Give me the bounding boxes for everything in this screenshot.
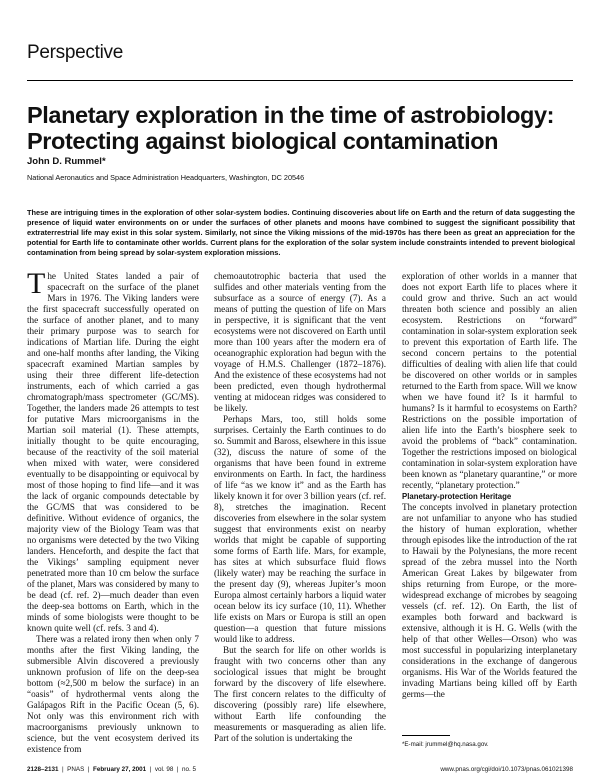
footer-journal: PNAS bbox=[67, 766, 85, 773]
header-rule bbox=[27, 80, 573, 81]
body-paragraph: The concepts involved in planetary protection are not unfamiliar to anyone who has studied the history of human exploration, whether through episodes like the introduction of the rat to Hawaii by the Polynesians, the more recent spread of the zebra mussel into the North American Great Lakes by bilgewater from ships returning from Europe, or the more-widespread exchange of microbes by seagoing vessels (cf. ref. 12). On Earth, the list of examples both forward and backward is extensive, although it is H. G. Wells (with the help of that other Welles—Orson) who was most successful in popularizing interplanetary considerations in the exchange of dangerous organisms. His War of the Worlds featured the invading Martians being killed off by Earth germs—the bbox=[402, 502, 577, 699]
author-name: John D. Rummel* bbox=[27, 156, 106, 167]
section-heading: Planetary-protection Heritage bbox=[402, 492, 512, 501]
page-footer-left: 2128–2131 | PNAS | February 27, 2001 | vol. 98 | no. 5 bbox=[27, 766, 197, 773]
article-title bbox=[27, 102, 577, 154]
abstract: These are intriguing times in the exploration of other solar-system bodies. Continuing discoveries about life on Earth and the return of data suggesting the presence of liquid water environments on or under the surfaces of other planets and moons have combined to suggest the significant possibility that extraterrestrial life may exist in this solar system. Similarly, not since the Viking missions of the mid-1970s has there been as great an appreciation for the potential for Earth life to contaminate other worlds. Current plans for the exploration of the solar system include constraints intended to prevent biological contamination from being spread by solar-system exploration missions. bbox=[27, 208, 575, 258]
footer-issue: no. 5 bbox=[182, 766, 197, 773]
body-paragraph: exploration of other worlds in a manner that does not export Earth life to places where it could grow and thrive. Such an act would threaten both science and possibly an alien ecosystem. Restrictions on “forward” contamination in solar-system exploration seek to prevent this exportation of Earth life. The second concern pertains to the potential difficulties of dealing with alien life that could be discovered on other worlds or in samples returned to the Earth from space. Will we know when we have found it? Is it harmful to humans? Is it harmful to ecosystems on Earth? Restrictions on the possible importation of alien life into the Earth’s biosphere seek to avoid the problems of “back” contamination. Together the restrictions imposed on biological contamination in solar-system exploration have been known as “planetary quarantine,” or more recently, “planetary protection.” bbox=[402, 271, 577, 490]
body-column-1 bbox=[27, 267, 199, 754]
footnote-email: *E-mail: jrummel@hq.nasa.gov. bbox=[402, 741, 489, 748]
footer-date: February 27, 2001 bbox=[92, 766, 147, 773]
footer-volume: vol. 98 bbox=[154, 766, 174, 773]
section-label: Perspective bbox=[27, 42, 123, 63]
body-column-3 bbox=[402, 271, 577, 739]
body-paragraph: chemoautotrophic bacteria that used the sulfides and other materials venting from the subsurface as a source of energy (7). As a means of putting the question of life on Mars in perspective, it is significant that the vent ecosystems were not discovered on Earth until more than 100 years after the modern era of oceanographic exploration had begun with the voyage of H.M.S. Challenger (1872–1876). And the existence of these ecosystems had not been predicted, even though hydrothermal venting at midocean ridges was considered to be likely. bbox=[214, 271, 386, 413]
body-paragraph: Perhaps Mars, too, still holds some surprises. Certainly the Earth continues to do so. Summit and Baross, elsewhere in this issue (32), discuss the nature of some of the organisms that have been found in extreme environments on Earth. In fact, the hardiness of life “as we know it” and as the Earth has likely known it for over 3 billion years (cf. ref. 8), stretches the imagination. Recent discoveries from elsewhere in the solar system suggest that environments exist on nearby worlds that might be capable of supporting some forms of Earth life. Mars, for example, has sites at which subsurface fluid flows (likely water) may be reaching the surface in the present day (9), whereas Jupiter’s moon Europa almost certainly harbors a liquid water ocean below its icy surface (10, 11). Whether life exists on Mars or Europa is still an open question—a question that future missions would like to address. bbox=[214, 414, 386, 644]
body-column-2 bbox=[214, 271, 386, 743]
footer-doi-link[interactable]: www.pnas.org/cgi/doi/10.1073/pnas.061021398 bbox=[440, 766, 573, 773]
footnote-rule bbox=[402, 735, 450, 736]
title-line-2: Protecting against biological contamination bbox=[27, 128, 499, 154]
author-affiliation: National Aeronautics and Space Administration Headquarters, Washington, DC 20546 bbox=[27, 173, 305, 182]
drop-cap: T bbox=[27, 267, 46, 300]
body-paragraph: There was a related irony then when only 7 months after the first Viking landing, the submersible Alvin discovered a previously unknown profusion of life on the deep-sea bottom (≈2,500 m below the surface) in an “oasis” of hydrothermal vents along the Galápagos Rift in the Pacific Ocean (5, 6). Not only was this environment rich with macroorganisms previously unknown to science, but the vent ecosystem derived its existence from bbox=[27, 634, 199, 754]
body-paragraph: But the search for life on other worlds is fraught with two concerns other than any sociological issues that might be brought forward by the discovery of life elsewhere. The first concern relates to the difficulty of discovering (possibly rare) life elsewhere, without Earth life confounding the measurements or masquerading as alien life. Part of the solution is undertaking the bbox=[214, 645, 386, 743]
title-line-1: Planetary exploration in the time of astrobiology: bbox=[27, 102, 555, 128]
footer-pages: 2128–2131 bbox=[27, 766, 59, 773]
body-paragraph: The United States landed a pair of spacecraft on the surface of the planet Mars in 1976. The Viking landers were the first spacecraft successfully operated on the surface of another planet, and to many their primary purpose was to search for indications of Martian life. During the eight and one-half months after landing, the Viking spacecraft examined Martian samples by using their three different life-detection instruments, each of which carried a gas chromatograph/mass spectrometer (GC/MS). Together, the landers made 26 attempts to test for putative Mars microorganisms in the Martian soil material (1). These attempts, initially thought to be quite encouraging, because of the reactivity of the soil material when mixed with water, were considered eventually to be disappointing or equivocal by most of those hoping to find life—and it was the lack of organic compounds detectable by the GC/MS that was considered to be definitive. Without evidence of organics, the majority view of the Biology Team was that no organisms were detected by the two Viking landers. Henceforth, and despite the fact that the Vikings’ sampling equipment never penetrated more than 10 cm below the surface of the planet, Mars was considered by many to be dead (cf. ref. 2)—much deader than even the deep-sea bottoms on Earth, which in the minds of some biologists were thought to be known quite well (cf. refs. 3 and 4). bbox=[27, 267, 199, 633]
